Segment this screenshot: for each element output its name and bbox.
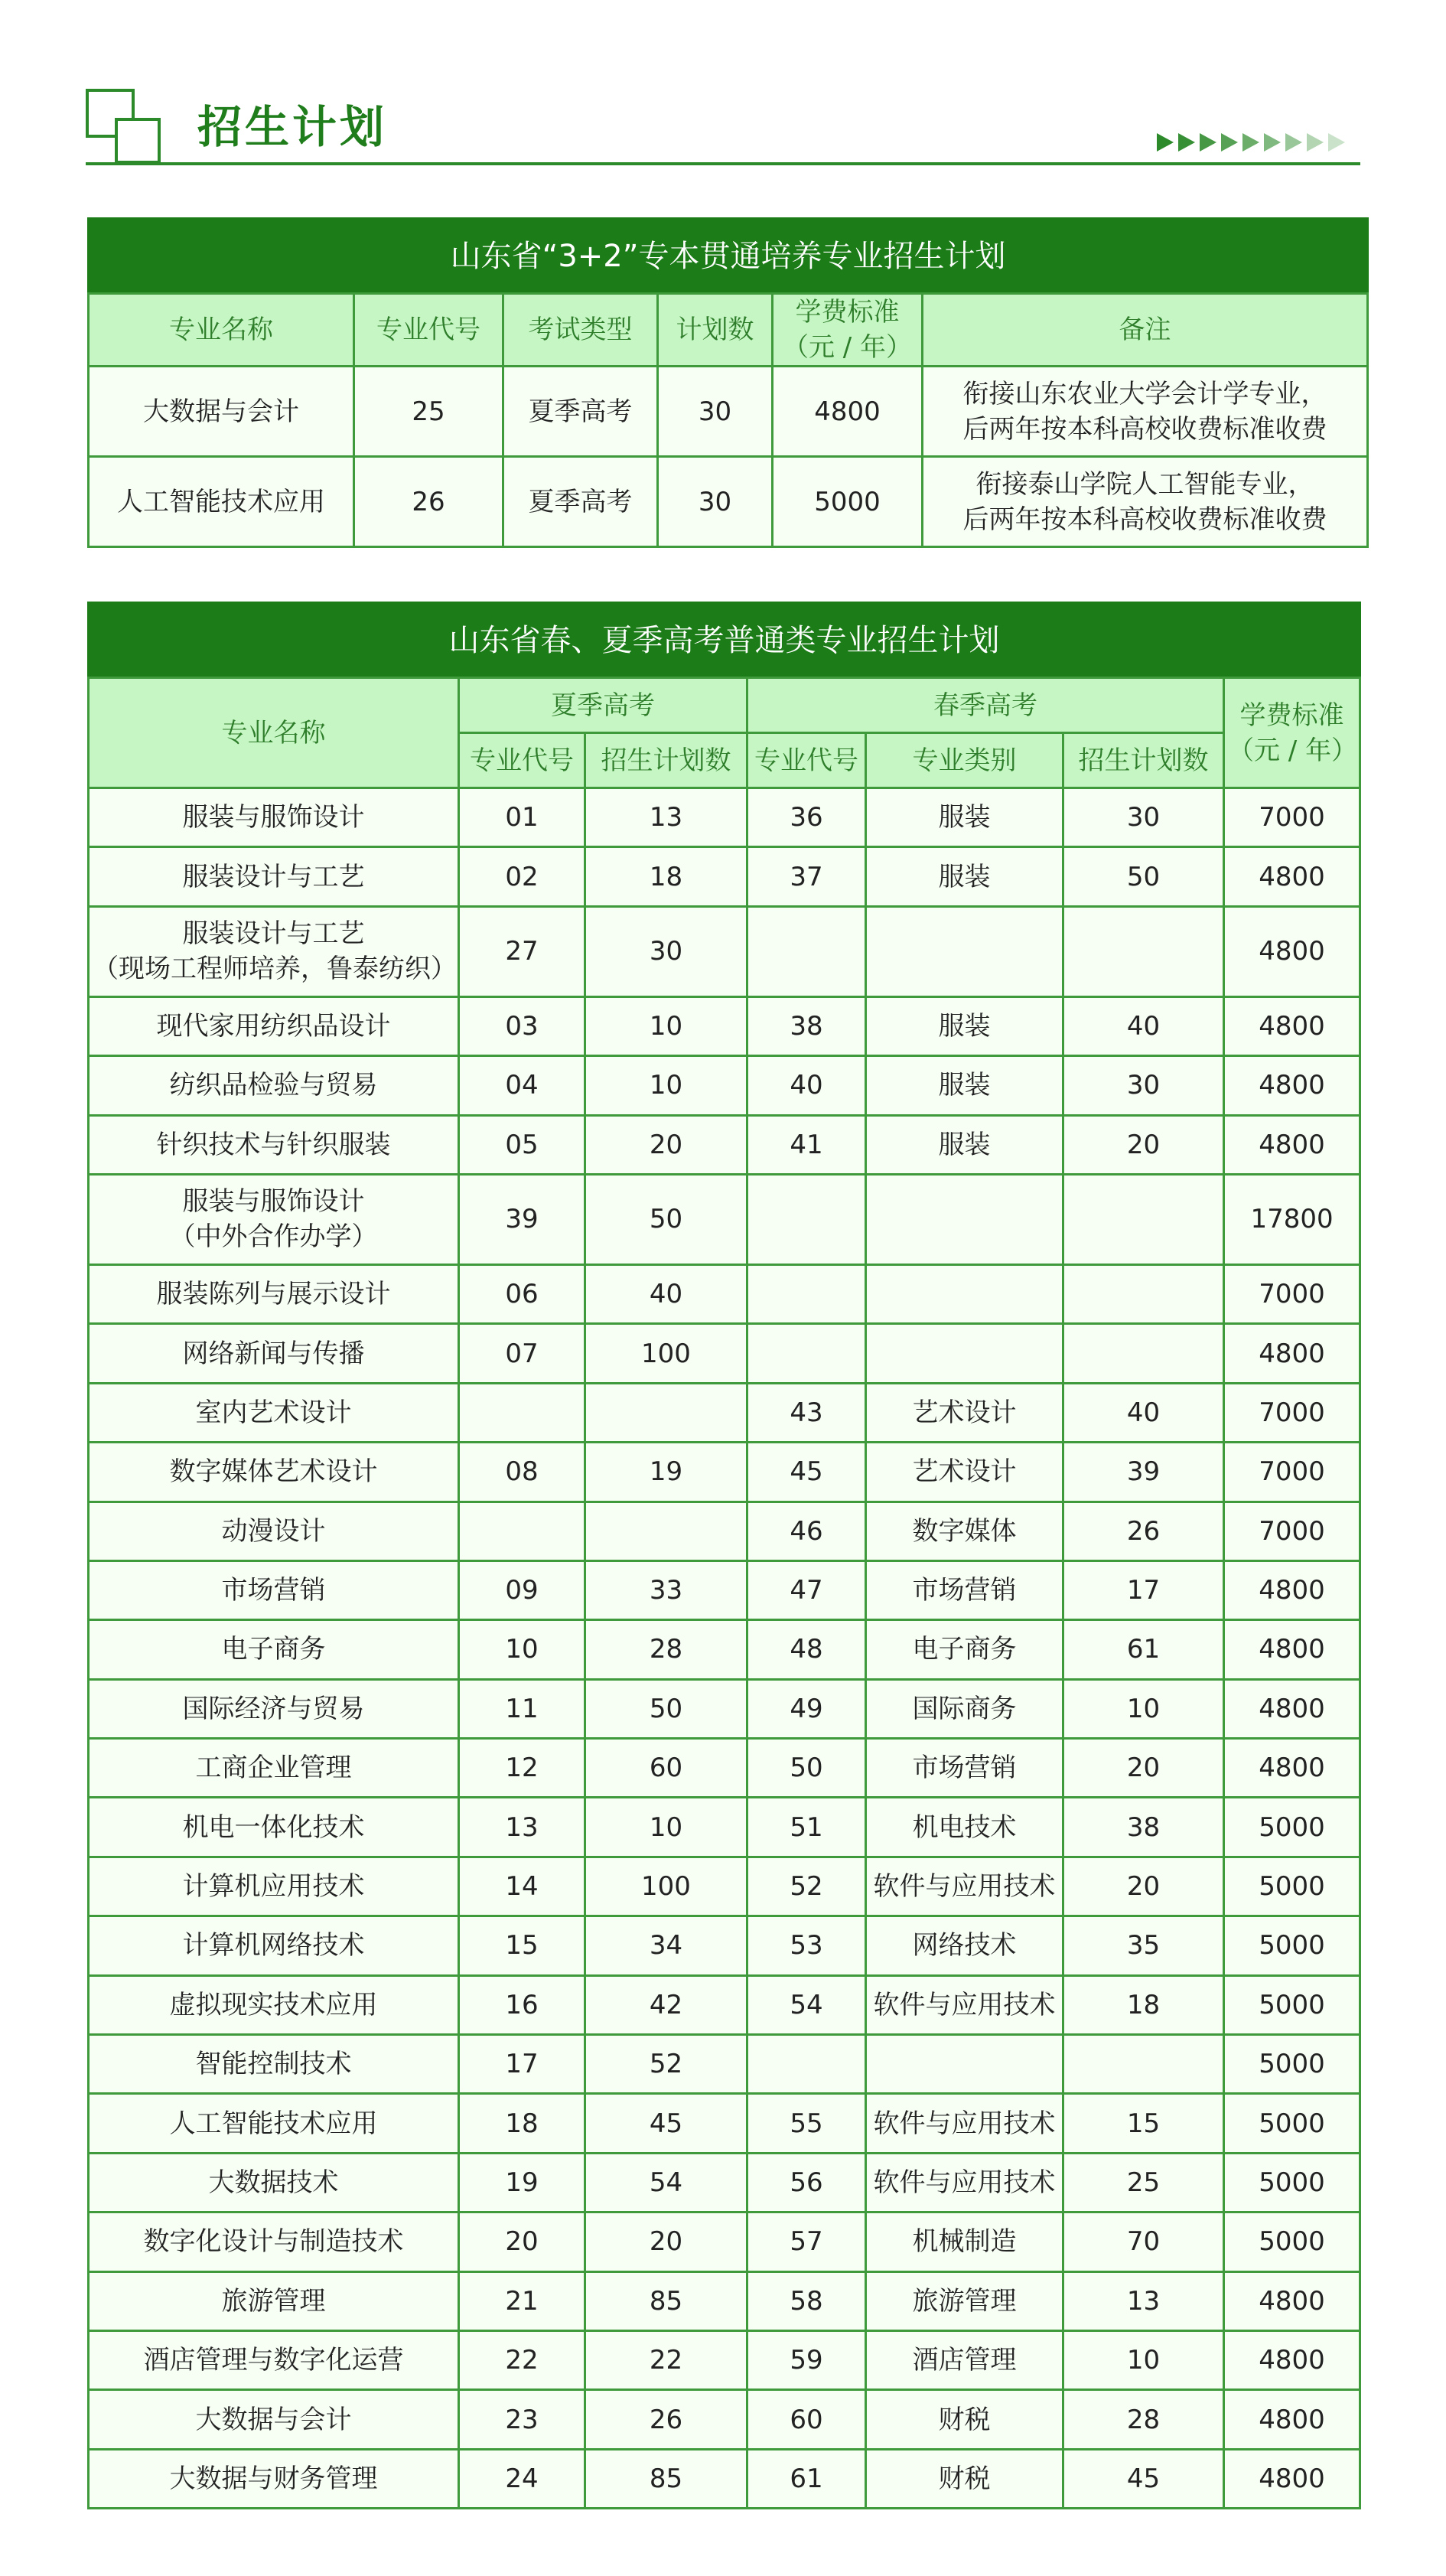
major-code-cell: 26 [354,457,503,547]
summer-plan-cell: 10 [585,1798,747,1857]
column-header-line: （元 / 年） [782,332,913,363]
summer-plan-cell: 40 [585,1264,747,1323]
summer-plan-cell [585,1383,747,1442]
spring-plan-cell: 26 [1063,1502,1224,1560]
table-row [89,1443,1360,1502]
summer-plan-cell: 10 [585,996,747,1055]
spring-code-cell: 57 [747,2212,866,2271]
header-squares-icon [86,89,162,165]
summer-plan-cell: 54 [585,2153,747,2212]
spring-category-cell [866,2035,1063,2094]
summer-code-cell: 04 [459,1056,585,1115]
column-header: 招生计划数 [585,733,747,788]
spring-code-cell: 50 [747,1739,866,1798]
spring-code-cell: 40 [747,1056,866,1115]
spring-code-cell: 46 [747,1502,866,1560]
major-name-cell: 旅游管理 [89,2271,459,2330]
summer-code-cell: 24 [459,2449,585,2508]
spring-plan-cell: 13 [1063,2271,1224,2330]
fee-cell: 5000 [1224,2094,1360,2153]
table-row [89,2449,1360,2508]
note-cell [923,457,1368,547]
spring-plan-cell: 45 [1063,2449,1224,2508]
fee-cell: 4800 [1224,2271,1360,2330]
table-row [89,1324,1360,1383]
table-row [89,1264,1360,1323]
summer-plan-cell: 45 [585,2094,747,2153]
fee-cell: 5000 [1224,2153,1360,2212]
major-name-cell: 市场营销 [89,1560,459,1619]
summer-plan-cell: 60 [585,1739,747,1798]
fee-cell: 4800 [1224,2330,1360,2389]
spring-category-cell [866,1324,1063,1383]
spring-plan-cell: 15 [1063,2094,1224,2153]
fee-cell: 4800 [1224,1620,1360,1679]
table-row [89,1739,1360,1798]
summer-code-cell: 03 [459,996,585,1055]
column-header: 考试类型 [503,294,658,367]
table-row [89,1620,1360,1679]
fee-cell: 4800 [1224,1324,1360,1383]
spring-plan-cell: 30 [1063,788,1224,847]
summer-code-cell [459,1502,585,1560]
table-row [89,1857,1360,1916]
column-header: 备注 [923,294,1368,367]
spring-category-cell: 软件与应用技术 [866,1857,1063,1916]
spring-plan-cell: 30 [1063,1056,1224,1115]
summer-code-cell: 10 [459,1620,585,1679]
fee-cell: 4800 [1224,847,1360,906]
fee-cell: 4800 [1224,1560,1360,1619]
major-name-cell: 服装陈列与展示设计 [89,1264,459,1323]
fee-cell: 7000 [1224,1443,1360,1502]
summer-plan-cell: 20 [585,1115,747,1174]
major-name-cell: 人工智能技术应用 [89,2094,459,2153]
spring-plan-cell: 20 [1063,1857,1224,1916]
fee-cell: 4800 [1224,1739,1360,1798]
summer-code-cell: 18 [459,2094,585,2153]
major-name-cell: 大数据技术 [89,2153,459,2212]
spring-plan-cell: 20 [1063,1739,1224,1798]
spring-category-cell: 服装 [866,996,1063,1055]
exam-type-cell: 夏季高考 [503,457,658,547]
summer-plan-cell: 42 [585,1975,747,2034]
major-name-cell: 网络新闻与传播 [89,1324,459,1383]
spring-code-cell: 49 [747,1679,866,1738]
table-row [89,457,1368,547]
summer-code-cell: 22 [459,2330,585,2389]
fee-cell: 17800 [1224,1174,1360,1264]
spring-plan-cell [1063,906,1224,996]
summer-code-cell: 14 [459,1857,585,1916]
spring-code-cell: 51 [747,1798,866,1857]
column-header: 招生计划数 [1063,733,1224,788]
summer-code-cell: 09 [459,1560,585,1619]
major-name-cell: 服装与服饰设计 [89,788,459,847]
summer-code-cell: 01 [459,788,585,847]
spring-code-cell: 37 [747,847,866,906]
column-header-line: （元 / 年） [1228,735,1358,766]
summer-plan-cell: 20 [585,2212,747,2271]
major-name-cell: 现代家用纺织品设计 [89,996,459,1055]
major-name-cell: 智能控制技术 [89,2035,459,2094]
major-name-cell: 人工智能技术应用 [89,457,354,547]
note-cell [923,367,1368,457]
table-3plus2-plan [87,217,1369,548]
major-name-cell: 数字媒体艺术设计 [89,1443,459,1502]
spring-code-cell: 61 [747,2449,866,2508]
table-row [89,367,1368,457]
spring-plan-cell: 17 [1063,1560,1224,1619]
column-header: 专业代号 [354,294,503,367]
fee-cell: 7000 [1224,1264,1360,1323]
note-cell-line: 衔接泰山学院人工智能专业， [975,468,1314,500]
spring-category-cell: 市场营销 [866,1739,1063,1798]
spring-code-cell: 52 [747,1857,866,1916]
table-row [89,1560,1360,1619]
spring-plan-cell: 50 [1063,847,1224,906]
spring-code-cell: 54 [747,1975,866,2034]
spring-category-cell: 财税 [866,2449,1063,2508]
fee-cell: 5000 [773,457,923,547]
major-name-cell: 计算机网络技术 [89,1916,459,1975]
major-name-cell: 室内艺术设计 [89,1383,459,1442]
column-header: 专业名称 [89,294,354,367]
fee-cell: 5000 [1224,1857,1360,1916]
table-title: 山东省春、夏季高考普通类专业招生计划 [89,603,1360,678]
spring-code-cell: 41 [747,1115,866,1174]
note-cell-line: 衔接山东农业大学会计学专业， [962,378,1327,409]
spring-code-cell: 58 [747,2271,866,2330]
fee-cell: 5000 [1224,2035,1360,2094]
major-code-cell: 25 [354,367,503,457]
group-header-summer: 夏季高考 [459,678,747,733]
summer-code-cell: 11 [459,1679,585,1738]
major-name-cell: 动漫设计 [89,1502,459,1560]
exam-type-cell: 夏季高考 [503,367,658,457]
column-header: 专业代号 [459,733,585,788]
spring-code-cell [747,2035,866,2094]
spring-plan-cell: 40 [1063,1383,1224,1442]
summer-code-cell: 08 [459,1443,585,1502]
spring-code-cell [747,1174,866,1264]
spring-category-cell [866,1174,1063,1264]
table-row [89,1115,1360,1174]
spring-category-cell: 机电技术 [866,1798,1063,1857]
summer-code-cell: 19 [459,2153,585,2212]
table-row [89,847,1360,906]
spring-category-cell: 软件与应用技术 [866,2094,1063,2153]
fee-cell: 4800 [1224,1115,1360,1174]
summer-plan-cell: 18 [585,847,747,906]
table-row [89,2094,1360,2153]
summer-plan-cell: 100 [585,1324,747,1383]
major-name-cell: 大数据与会计 [89,2390,459,2449]
major-name-cell: 电子商务 [89,1620,459,1679]
summer-plan-cell: 19 [585,1443,747,1502]
column-header [773,294,923,367]
fee-cell: 7000 [1224,1383,1360,1442]
major-name-cell: 虚拟现实技术应用 [89,1975,459,2034]
summer-code-cell: 05 [459,1115,585,1174]
spring-category-cell: 软件与应用技术 [866,2153,1063,2212]
table-row [89,2330,1360,2389]
table-row [89,1383,1360,1442]
summer-code-cell: 17 [459,2035,585,2094]
table-row [89,996,1360,1055]
spring-code-cell [747,1264,866,1323]
spring-code-cell: 60 [747,2390,866,2449]
spring-plan-cell: 35 [1063,1916,1224,1975]
summer-plan-cell: 50 [585,1679,747,1738]
column-header-line: 学费标准 [1239,699,1344,731]
spring-plan-cell: 20 [1063,1115,1224,1174]
spring-code-cell: 55 [747,2094,866,2153]
table-general-plan [87,602,1361,2509]
summer-plan-cell: 30 [585,906,747,996]
spring-plan-cell: 28 [1063,2390,1224,2449]
spring-category-cell: 艺术设计 [866,1383,1063,1442]
spring-plan-cell: 38 [1063,1798,1224,1857]
summer-plan-cell: 85 [585,2449,747,2508]
major-name-cell: 国际经济与贸易 [89,1679,459,1738]
plan-count-cell: 30 [658,367,773,457]
spring-code-cell: 47 [747,1560,866,1619]
column-header: 专业类别 [866,733,1063,788]
summer-code-cell: 02 [459,847,585,906]
table-row [89,1056,1360,1115]
spring-category-cell: 网络技术 [866,1916,1063,1975]
summer-plan-cell: 52 [585,2035,747,2094]
summer-plan-cell: 50 [585,1174,747,1264]
major-name-cell: 针织技术与针织服装 [89,1115,459,1174]
major-name-cell: 工商企业管理 [89,1739,459,1798]
table-row [89,1502,1360,1560]
spring-plan-cell [1063,1174,1224,1264]
spring-category-cell: 艺术设计 [866,1443,1063,1502]
header-arrows-icon [1157,133,1345,152]
major-name-cell: 服装设计与工艺 [89,847,459,906]
major-name-cell-line: （中外合作办学） [169,1221,378,1253]
spring-category-cell: 软件与应用技术 [866,1975,1063,2034]
spring-category-cell: 服装 [866,1115,1063,1174]
spring-plan-cell: 25 [1063,2153,1224,2212]
summer-code-cell: 07 [459,1324,585,1383]
column-header: 专业代号 [747,733,866,788]
summer-plan-cell [585,1502,747,1560]
fee-cell: 4800 [1224,906,1360,996]
fee-cell: 4800 [1224,2449,1360,2508]
spring-plan-cell [1063,1264,1224,1323]
table-row [89,2153,1360,2212]
group-header-spring: 春季高考 [747,678,1224,733]
spring-category-cell: 酒店管理 [866,2330,1063,2389]
table-row [89,1798,1360,1857]
spring-category-cell: 机械制造 [866,2212,1063,2271]
major-name-cell: 大数据与财务管理 [89,2449,459,2508]
summer-plan-cell: 13 [585,788,747,847]
plan-count-cell: 30 [658,457,773,547]
table-title: 山东省“3+2”专本贯通培养专业招生计划 [89,219,1368,294]
fee-cell: 4800 [1224,1679,1360,1738]
major-name-cell: 数字化设计与制造技术 [89,2212,459,2271]
summer-code-cell: 15 [459,1916,585,1975]
spring-category-cell: 服装 [866,847,1063,906]
spring-code-cell: 56 [747,2153,866,2212]
table-row [89,1174,1360,1264]
spring-code-cell: 38 [747,996,866,1055]
summer-code-cell: 16 [459,1975,585,2034]
header-divider [86,162,1360,165]
major-name-cell [89,906,459,996]
fee-cell: 7000 [1224,788,1360,847]
spring-category-cell: 国际商务 [866,1679,1063,1738]
summer-plan-cell: 26 [585,2390,747,2449]
spring-plan-cell: 61 [1063,1620,1224,1679]
spring-category-cell: 旅游管理 [866,2271,1063,2330]
major-name-cell: 酒店管理与数字化运营 [89,2330,459,2389]
spring-plan-cell [1063,2035,1224,2094]
summer-code-cell: 20 [459,2212,585,2271]
spring-plan-cell: 10 [1063,2330,1224,2389]
major-name-cell-line: （现场工程师培养，鲁泰纺织） [93,954,457,985]
spring-plan-cell [1063,1324,1224,1383]
major-name-cell [89,1174,459,1264]
summer-code-cell: 23 [459,2390,585,2449]
spring-category-cell [866,1264,1063,1323]
major-name-cell: 计算机应用技术 [89,1857,459,1916]
spring-plan-cell: 18 [1063,1975,1224,2034]
fee-cell: 4800 [1224,1056,1360,1115]
spring-code-cell: 48 [747,1620,866,1679]
fee-cell: 5000 [1224,1798,1360,1857]
summer-plan-cell: 85 [585,2271,747,2330]
summer-plan-cell: 10 [585,1056,747,1115]
spring-category-cell: 数字媒体 [866,1502,1063,1560]
column-header-line: 学费标准 [795,297,900,328]
summer-code-cell: 06 [459,1264,585,1323]
spring-code-cell: 45 [747,1443,866,1502]
fee-cell: 7000 [1224,1502,1360,1560]
spring-category-cell [866,906,1063,996]
spring-plan-cell: 39 [1063,1443,1224,1502]
summer-code-cell: 12 [459,1739,585,1798]
spring-code-cell: 43 [747,1383,866,1442]
summer-code-cell: 13 [459,1798,585,1857]
spring-plan-cell: 10 [1063,1679,1224,1738]
page-title: 招生计划 [197,101,388,153]
fee-cell: 5000 [1224,2212,1360,2271]
major-name-cell: 机电一体化技术 [89,1798,459,1857]
major-name-cell: 纺织品检验与贸易 [89,1056,459,1115]
fee-cell: 4800 [1224,996,1360,1055]
table-row [89,2271,1360,2330]
column-header [1224,678,1360,788]
spring-code-cell [747,906,866,996]
spring-code-cell: 59 [747,2330,866,2389]
table-row [89,2212,1360,2271]
summer-plan-cell: 33 [585,1560,747,1619]
major-name-cell: 大数据与会计 [89,367,354,457]
fee-cell: 5000 [1224,1916,1360,1975]
table-row [89,1975,1360,2034]
fee-cell: 5000 [1224,1975,1360,2034]
summer-plan-cell: 22 [585,2330,747,2389]
table-row [89,2035,1360,2094]
summer-plan-cell: 28 [585,1620,747,1679]
spring-plan-cell: 40 [1063,996,1224,1055]
note-cell-line: 后两年按本科高校收费标准收费 [962,504,1327,535]
summer-code-cell: 39 [459,1174,585,1264]
spring-code-cell [747,1324,866,1383]
summer-code-cell: 27 [459,906,585,996]
summer-plan-cell: 100 [585,1857,747,1916]
spring-plan-cell: 70 [1063,2212,1224,2271]
spring-category-cell: 服装 [866,788,1063,847]
spring-code-cell: 53 [747,1916,866,1975]
column-header: 计划数 [658,294,773,367]
table-row [89,906,1360,996]
summer-code-cell [459,1383,585,1442]
major-name-cell-line: 服装设计与工艺 [182,918,365,950]
fee-cell: 4800 [773,367,923,457]
column-header: 专业名称 [89,678,459,788]
spring-category-cell: 市场营销 [866,1560,1063,1619]
table-row [89,788,1360,847]
note-cell-line: 后两年按本科高校收费标准收费 [962,413,1327,445]
spring-category-cell: 财税 [866,2390,1063,2449]
table-row [89,1916,1360,1975]
summer-plan-cell: 34 [585,1916,747,1975]
fee-cell: 4800 [1224,2390,1360,2449]
spring-category-cell: 电子商务 [866,1620,1063,1679]
spring-code-cell: 36 [747,788,866,847]
spring-category-cell: 服装 [866,1056,1063,1115]
table-row [89,1679,1360,1738]
major-name-cell-line: 服装与服饰设计 [182,1186,365,1218]
summer-code-cell: 21 [459,2271,585,2330]
table-row [89,2390,1360,2449]
